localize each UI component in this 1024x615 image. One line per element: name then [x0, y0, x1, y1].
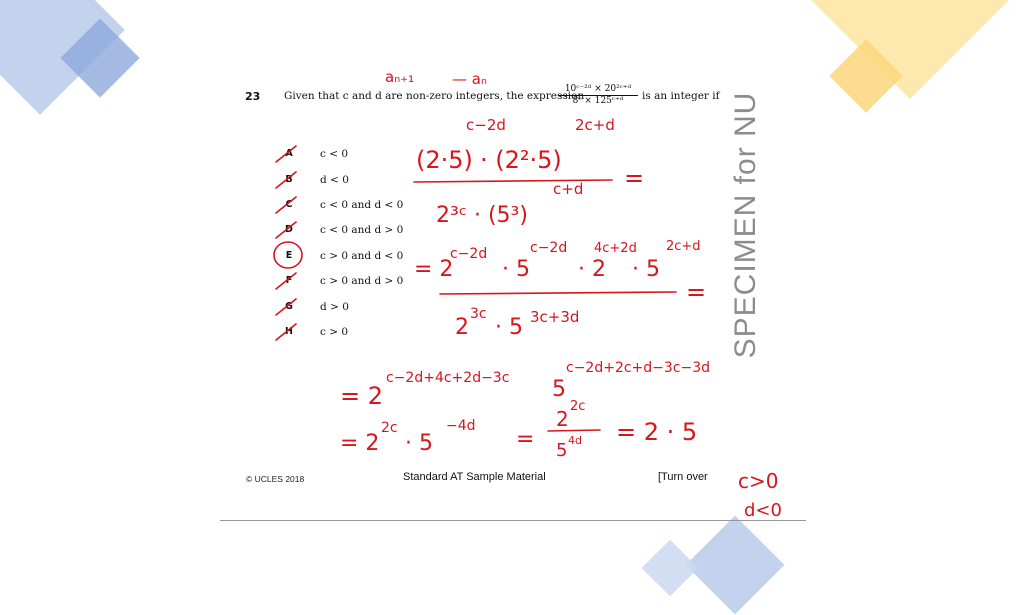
- footer-title: Standard AT Sample Material: [403, 471, 546, 483]
- line2-equals: =: [686, 278, 707, 306]
- line1-den: 2³ᶜ · (5³): [436, 203, 528, 228]
- option-a-text: c < 0: [320, 148, 349, 160]
- line4-base1: = 2: [340, 431, 380, 456]
- option-h-text: c > 0: [320, 326, 349, 338]
- option-f-letter: F: [285, 275, 293, 286]
- option-d-text: c < 0 and d > 0: [320, 224, 404, 236]
- line1-num-a: (2·5): [416, 146, 473, 174]
- strike-option-a: [276, 146, 296, 162]
- line4-equals: =: [516, 427, 535, 452]
- strike-option-c: [276, 197, 296, 213]
- expression-denominator: 8ᶜ × 125ᶜ⁺ᵈ: [572, 96, 624, 106]
- question-stem: Given that c and d are non-zero integers, the expression: [284, 90, 585, 102]
- line3-exp2: c−2d+2c+d−3c−3d: [566, 360, 711, 376]
- option-g-text: d > 0: [320, 301, 349, 313]
- option-c-letter: C: [285, 199, 293, 210]
- condition-d: d<0: [744, 500, 782, 521]
- strike-option-b: [276, 172, 296, 188]
- line2-num-base3: · 2: [578, 257, 606, 282]
- strike-option-h: [276, 324, 296, 340]
- line2-den-base2: · 5: [495, 315, 523, 340]
- line2-num-exp4: 2c+d: [666, 239, 701, 254]
- option-e-letter: E: [285, 250, 293, 261]
- option-b-text: d < 0: [320, 174, 349, 186]
- question-tail: is an integer if: [642, 90, 720, 102]
- strike-option-d: [276, 222, 296, 238]
- strike-option-f: [276, 273, 296, 289]
- option-c-text: c < 0 and d < 0: [320, 199, 404, 211]
- line2-num-base4: · 5: [632, 257, 660, 282]
- line3-base1: = 2: [340, 382, 384, 410]
- line2-den-exp1: 3c: [470, 306, 487, 322]
- line4-exp1: 2c: [381, 420, 398, 436]
- condition-c: c>0: [738, 469, 779, 493]
- option-e-text: c > 0 and d < 0: [320, 250, 404, 262]
- line1-exp-a: c−2d: [466, 116, 506, 134]
- line1-num-b: · (2²·5): [480, 146, 562, 174]
- option-d-letter: D: [285, 224, 293, 235]
- fraction-bar-2: [440, 292, 676, 294]
- option-g-letter: G: [285, 301, 293, 312]
- circle-option-e: [274, 242, 302, 268]
- line2-num-base1: = 2: [414, 257, 454, 282]
- line2-den-base1: 2: [455, 315, 469, 340]
- line3-base2: 5: [552, 377, 566, 402]
- line2-num-base2: · 5: [502, 257, 530, 282]
- line4-frac-den: 5: [556, 440, 568, 461]
- question-number: 23: [245, 90, 261, 103]
- line3-exp1: c−2d+4c+2d−3c: [386, 370, 510, 386]
- line4-end: = 2 · 5: [616, 418, 698, 446]
- strike-option-g: [276, 299, 296, 315]
- option-a-letter: A: [285, 148, 293, 159]
- line4-exp2: −4d: [446, 418, 476, 434]
- line1-den-exp: c+d: [553, 180, 584, 198]
- footer-turn-over: [Turn over: [658, 471, 708, 483]
- expression-numerator: 10ᶜ⁻²ᵈ × 20²ᶜ⁺ᵈ: [558, 84, 638, 96]
- line2-num-exp3: 4c+2d: [594, 241, 637, 256]
- top-note-2: — aₙ: [452, 70, 487, 88]
- line1-exp-b: 2c+d: [575, 116, 615, 134]
- option-b-letter: B: [285, 174, 293, 185]
- line2-num-exp1: c−2d: [450, 246, 488, 262]
- option-f-text: c > 0 and d > 0: [320, 275, 404, 287]
- line4-base2: · 5: [405, 431, 433, 456]
- option-h-letter: H: [285, 326, 293, 337]
- line4-frac-den-exp: 4d: [568, 434, 582, 447]
- specimen-watermark: SPECIMEN for NU: [729, 91, 762, 359]
- line4-frac-num: 2: [556, 407, 569, 431]
- line1-equals: =: [624, 164, 645, 192]
- line2-den-exp2: 3c+3d: [530, 308, 580, 326]
- top-note-1: aₙ₊₁: [385, 68, 415, 86]
- footer-copyright: © UCLES 2018: [246, 474, 305, 484]
- line2-num-exp2: c−2d: [530, 240, 568, 256]
- line4-frac-num-exp: 2c: [570, 399, 586, 414]
